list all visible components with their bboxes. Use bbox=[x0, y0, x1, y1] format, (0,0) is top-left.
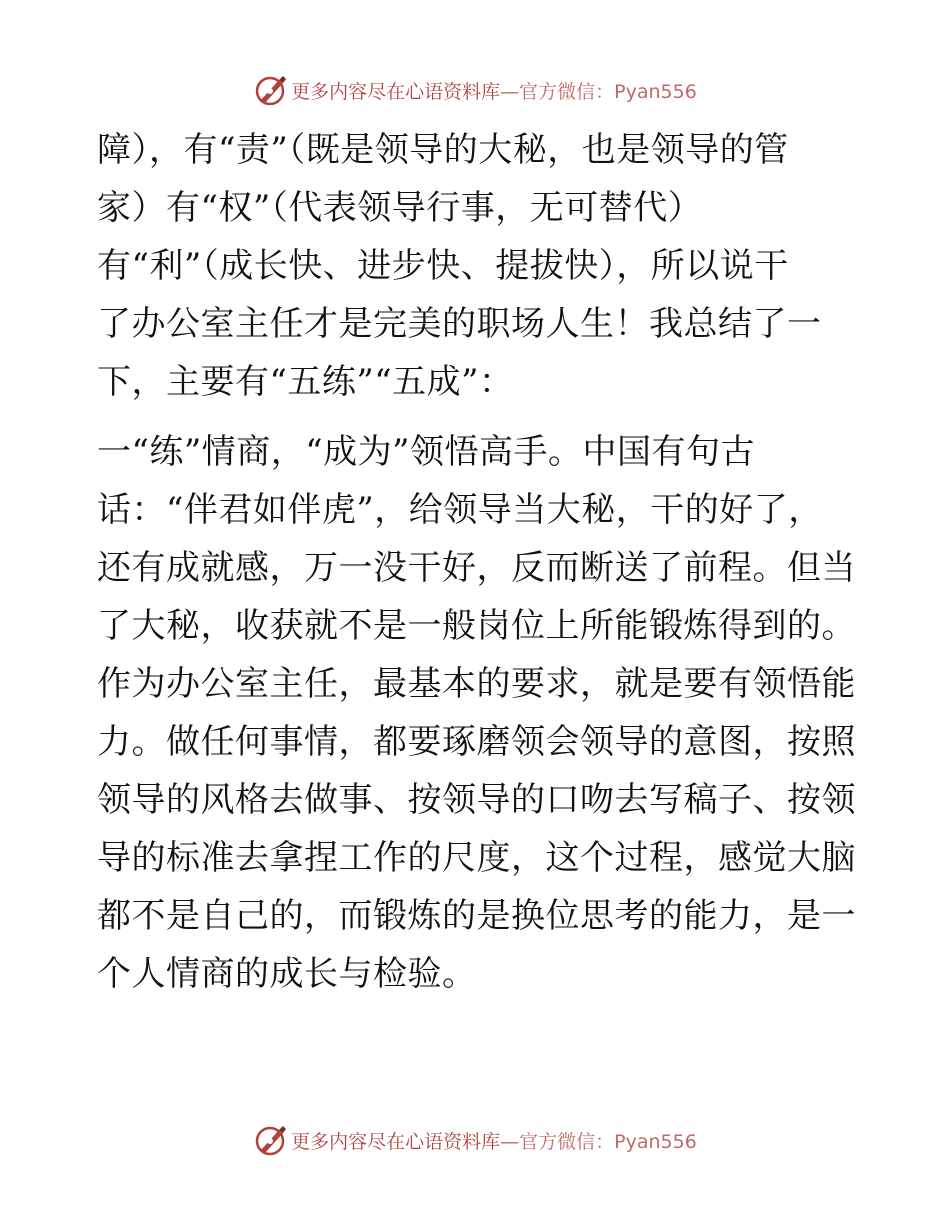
header-banner-main: 更多内容尽在心语资料库 bbox=[291, 80, 501, 103]
paragraph-gap bbox=[97, 411, 857, 423]
body-line: 障），有“责”（既是领导的大秘，也是领导的管 bbox=[97, 130, 789, 170]
body-line: 下，主要有“五练”“五成”： bbox=[97, 362, 514, 402]
body-line: 导的标准去拿捏工作的尺度，这个过程，感觉大脑 bbox=[97, 838, 856, 878]
body-line: 了办公室主任才是完美的职场人生！我总结了一 bbox=[97, 304, 822, 344]
body-line: 力。做任何事情，都要琢磨领会领导的意图，按照 bbox=[97, 722, 856, 762]
header-banner bbox=[0, 72, 950, 108]
body-line: 了大秘，收获就不是一般岗位上所能锻炼得到的。 bbox=[97, 606, 856, 646]
footer-banner bbox=[0, 1122, 950, 1158]
body-line: 一“练”情商，“成为”领悟高手。中国有句古 bbox=[97, 432, 756, 472]
pen-circle-logo-icon bbox=[253, 1122, 289, 1158]
footer-banner-main: 更多内容尽在心语资料库 bbox=[291, 1130, 501, 1153]
body-line: 领导的风格去做事、按领导的口吻去写稿子、按领 bbox=[97, 780, 856, 820]
body-line: 还有成就感，万一没干好，反而断送了前程。但当 bbox=[97, 548, 856, 588]
pen-circle-logo-icon bbox=[253, 72, 289, 108]
body-line: 作为办公室主任，最基本的要求，就是要有领悟能 bbox=[97, 664, 856, 704]
header-banner-wechat: —官方微信：Pyan556 bbox=[500, 80, 697, 103]
body-line: 都不是自己的，而锻炼的是换位思考的能力，是一 bbox=[97, 896, 856, 936]
document-body bbox=[97, 121, 857, 1003]
body-line: 家）有“权”（代表领导行事，无可替代） bbox=[97, 188, 703, 228]
body-line: 个人情商的成长与检验。 bbox=[97, 954, 477, 994]
body-line: 有“利”（成长快、进步快、提拔快），所以说干 bbox=[97, 246, 789, 286]
body-line: 话：“伴君如伴虎”，给领导当大秘，干的好了， bbox=[97, 490, 823, 530]
footer-banner-text bbox=[291, 1127, 697, 1154]
footer-banner-wechat: —官方微信：Pyan556 bbox=[500, 1130, 697, 1153]
header-banner-text bbox=[291, 77, 697, 104]
